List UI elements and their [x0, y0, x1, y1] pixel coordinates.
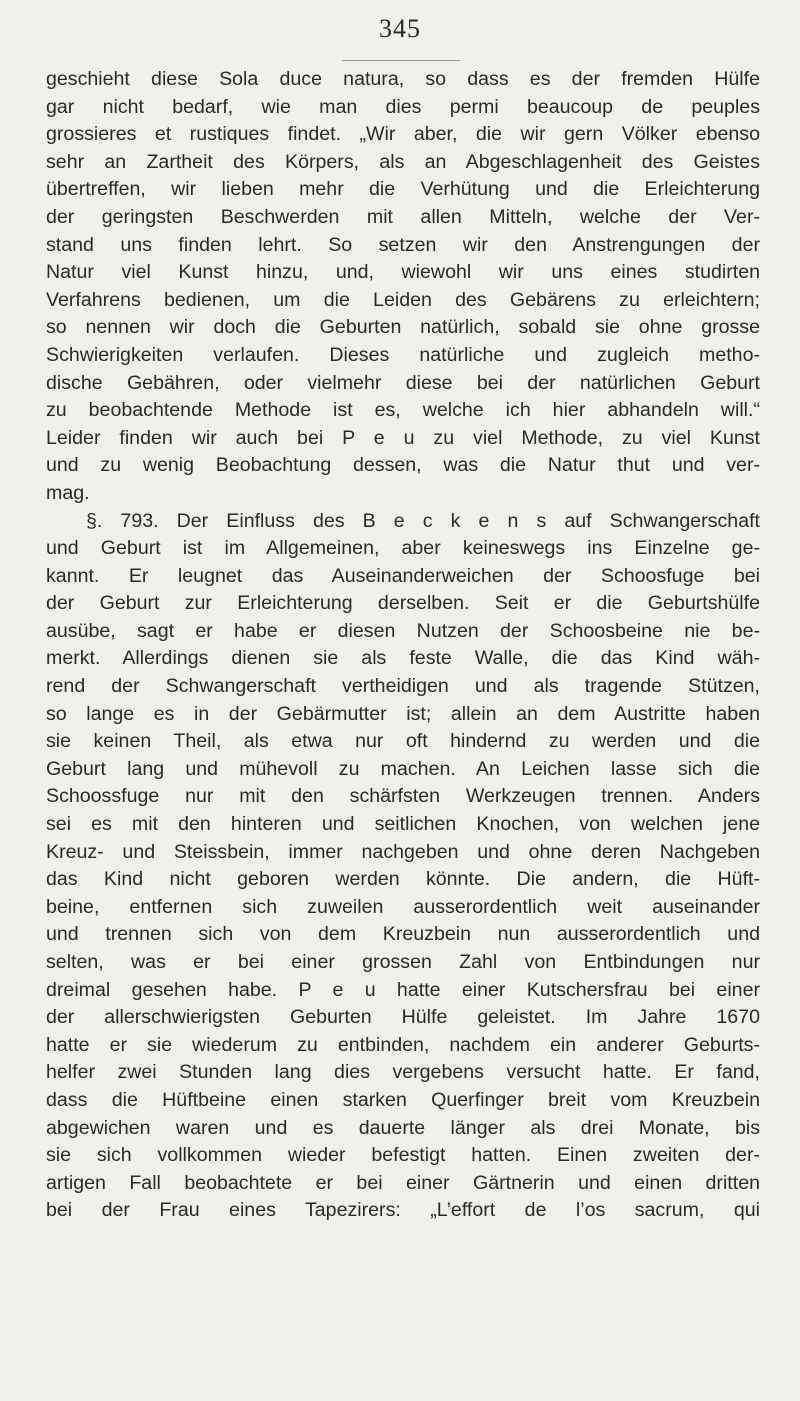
text-line: stand uns finden lehrt. So setzen wir den Anstrengungen der: [46, 233, 760, 256]
text-line: hatte er sie wiederum zu entbinden, nachdem ein anderer Geburts-: [46, 1033, 760, 1056]
text-line: Verfahrens bedienen, um die Leiden des Gebärens zu erleichtern;: [46, 288, 760, 311]
text-line: Natur viel Kunst hinzu, und, wiewohl wir uns eines studirten: [46, 261, 760, 284]
text-line: mag.: [46, 481, 90, 504]
text-line: zu beobachtende Methode ist es, welche ich hier abhandeln will.“: [46, 399, 760, 422]
text-line: abgewichen waren und es dauerte länger als drei Monate, bis: [46, 1116, 760, 1139]
text-line: sehr an Zartheit des Körpers, als an Abgeschlagenheit des Geistes: [46, 150, 760, 173]
text-line: der Geburt zur Erleichterung derselben. Seit er die Geburtshülfe: [46, 592, 760, 615]
text-line: so lange es in der Gebärmutter ist; allein an dem Austritte haben: [46, 702, 760, 725]
text-line: dreimal gesehen habe. P e u hatte einer Kutschersfrau bei einer: [46, 978, 760, 1001]
text-line: und trennen sich von dem Kreuzbein nun ausserordentlich und: [46, 923, 760, 946]
text-line: Schwierigkeiten verlaufen. Dieses natürliche und zugleich metho-: [46, 343, 760, 366]
text-line: sie keinen Theil, als etwa nur oft hindernd zu werden und die: [46, 730, 760, 753]
text-line: dische Gebähren, oder vielmehr diese bei der natürlichen Geburt: [46, 371, 760, 394]
text-line: geschieht diese Sola duce natura, so dass es der fremden Hülfe: [46, 68, 760, 90]
text-line: der allerschwierigsten Geburten Hülfe geleistet. Im Jahre 1670: [46, 1006, 760, 1029]
text-line: Geburt lang und mühevoll zu machen. An Leichen lasse sich die: [46, 757, 760, 780]
page-number: 345: [379, 14, 421, 43]
text-line: sei es mit den hinteren und seitlichen Knochen, von welchen jene: [46, 813, 760, 836]
text-line: rend der Schwangerschaft vertheidigen und als tragende Stützen,: [46, 675, 760, 698]
text-line: selten, was er bei einer grossen Zahl von Entbindungen nur: [46, 951, 760, 973]
text-line: und Geburt ist im Allgemeinen, aber keineswegs ins Einzelne ge-: [46, 537, 760, 560]
text-line: bei der Frau eines Tapezirers: „L’effort de l’os sacrum, qui: [46, 1199, 760, 1222]
text-line: artigen Fall beobachtete er bei einer Gärtnerin und einen dritten: [46, 1171, 760, 1194]
text-line: gar nicht bedarf, wie man dies permi beaucoup de peuples: [46, 95, 760, 118]
text-line: helfer zwei Stunden lang dies vergebens versucht hatte. Er fand,: [46, 1061, 760, 1084]
text-line: kannt. Er leugnet das Auseinanderweichen der Schoosfuge bei: [46, 564, 760, 587]
text-line: Leider finden wir auch bei P e u zu viel Methode, zu viel Kunst: [46, 426, 760, 449]
body-text: [46, 66, 760, 1225]
text-line: ausübe, sagt er habe er diesen Nutzen der Schoosbeine nie be-: [46, 619, 760, 642]
text-line: grossieres et rustiques findet. „Wir aber, die wir gern Völker ebenso: [46, 123, 760, 146]
text-line: das Kind nicht geboren werden könnte. Die andern, die Hüft-: [46, 868, 760, 891]
text-line: so nennen wir doch die Geburten natürlich, sobald sie ohne grosse: [46, 316, 760, 339]
text-line: §. 793. Der Einfluss des B e c k e n s auf Schwangerschaft: [86, 509, 760, 532]
text-line: beine, entfernen sich zuweilen ausserordentlich weit auseinander: [46, 895, 760, 918]
text-line: der geringsten Beschwerden mit allen Mitteln, welche der Ver-: [46, 205, 760, 228]
text-line: sie sich vollkommen wieder befestigt hatten. Einen zweiten der-: [46, 1144, 760, 1167]
text-line: übertreffen, wir lieben mehr die Verhütung und die Erleichterung: [46, 178, 760, 201]
text-line: und zu wenig Beobachtung dessen, was die Natur thut und ver-: [46, 454, 760, 477]
header-rule: [342, 60, 460, 61]
text-line: merkt. Allerdings dienen sie als feste Walle, die das Kind wäh-: [46, 647, 760, 670]
text-line: Schoossfuge nur mit den schärfsten Werkzeugen trennen. Anders: [46, 785, 760, 808]
text-line: dass die Hüftbeine einen starken Querfinger breit vom Kreuzbein: [46, 1088, 760, 1111]
text-line: Kreuz- und Steissbein, immer nachgeben und ohne deren Nachgeben: [46, 840, 760, 863]
